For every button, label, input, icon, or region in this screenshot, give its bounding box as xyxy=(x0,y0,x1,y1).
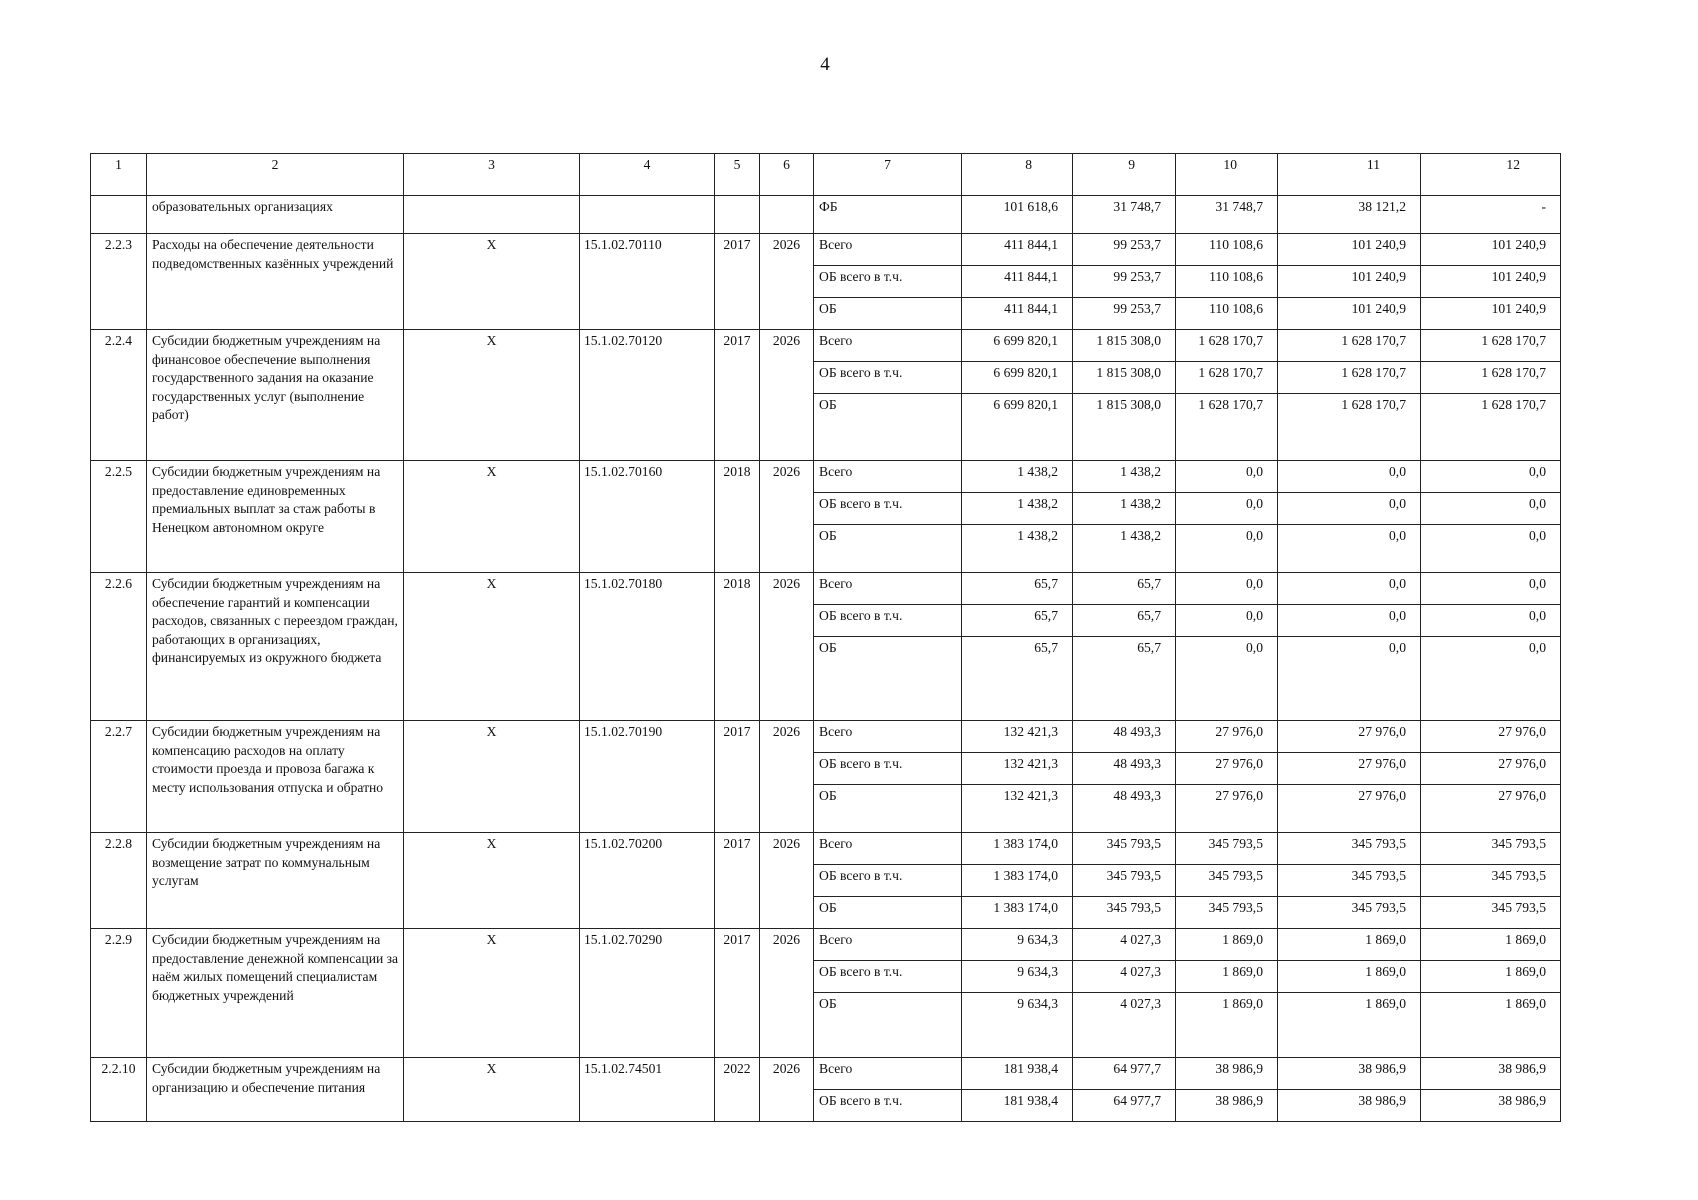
funding-source-cell: Всего xyxy=(814,1058,962,1090)
mark-cell: Х xyxy=(404,573,580,721)
amount-cell: 0,0 xyxy=(1176,605,1278,637)
item-name-cell: Расходы на обеспечение деятельности подведомственных казённых учреждений xyxy=(147,234,404,330)
amount-cell: 1 628 170,7 xyxy=(1176,394,1278,461)
amount-cell: 1 628 170,7 xyxy=(1421,362,1561,394)
amount-cell: 0,0 xyxy=(1176,461,1278,493)
amount-cell: 345 793,5 xyxy=(1176,897,1278,929)
amount-cell: 6 699 820,1 xyxy=(962,362,1073,394)
amount-cell: 99 253,7 xyxy=(1073,298,1176,330)
funding-source-cell: ОБ всего в т.ч. xyxy=(814,493,962,525)
amount-cell: 110 108,6 xyxy=(1176,234,1278,266)
amount-cell: 345 793,5 xyxy=(1073,833,1176,865)
amount-cell: 0,0 xyxy=(1176,573,1278,605)
amount-cell: 0,0 xyxy=(1421,461,1561,493)
amount-cell: 101 618,6 xyxy=(962,196,1073,234)
amount-cell: 1 869,0 xyxy=(1421,929,1561,961)
table-row xyxy=(91,461,1561,493)
amount-cell: 345 793,5 xyxy=(1421,897,1561,929)
table-body xyxy=(91,154,1561,1122)
item-name-cell: Субсидии бюджетным учреждениям на предоставление единовременных премиальных выплат за стаж работы в Ненецком автономном округе xyxy=(147,461,404,573)
amount-cell: 0,0 xyxy=(1421,493,1561,525)
mark-cell: Х xyxy=(404,1058,580,1122)
amount-cell: 132 421,3 xyxy=(962,753,1073,785)
budget-code-cell: 15.1.02.70290 xyxy=(580,929,715,1058)
column-number: 10 xyxy=(1176,154,1278,196)
amount-cell: 65,7 xyxy=(1073,573,1176,605)
funding-source-cell: ОБ xyxy=(814,785,962,833)
mark-cell xyxy=(404,196,580,234)
funding-source-cell: ФБ xyxy=(814,196,962,234)
amount-cell: 411 844,1 xyxy=(962,298,1073,330)
amount-cell: 1 869,0 xyxy=(1421,993,1561,1058)
amount-cell: 0,0 xyxy=(1278,493,1421,525)
amount-cell: 9 634,3 xyxy=(962,929,1073,961)
amount-cell: 1 438,2 xyxy=(1073,525,1176,573)
amount-cell: 64 977,7 xyxy=(1073,1058,1176,1090)
item-name-cell: образовательных организациях xyxy=(147,196,404,234)
amount-cell: 0,0 xyxy=(1176,637,1278,721)
column-number: 7 xyxy=(814,154,962,196)
year-start-cell xyxy=(715,196,760,234)
amount-cell: 411 844,1 xyxy=(962,234,1073,266)
amount-cell: 1 815 308,0 xyxy=(1073,394,1176,461)
amount-cell: 1 869,0 xyxy=(1278,993,1421,1058)
amount-cell: 411 844,1 xyxy=(962,266,1073,298)
budget-table xyxy=(90,153,1561,1122)
amount-cell: 38 986,9 xyxy=(1278,1090,1421,1122)
item-number-cell: 2.2.4 xyxy=(91,330,147,461)
budget-table-wrapper xyxy=(90,153,1561,1122)
amount-cell: 345 793,5 xyxy=(1176,833,1278,865)
amount-cell: 48 493,3 xyxy=(1073,721,1176,753)
amount-cell: 1 869,0 xyxy=(1421,961,1561,993)
amount-cell: 181 938,4 xyxy=(962,1090,1073,1122)
budget-code-cell: 15.1.02.70190 xyxy=(580,721,715,833)
budget-code-cell: 15.1.02.70160 xyxy=(580,461,715,573)
amount-cell: 48 493,3 xyxy=(1073,753,1176,785)
amount-cell: 345 793,5 xyxy=(1278,865,1421,897)
budget-code-cell: 15.1.02.70110 xyxy=(580,234,715,330)
amount-cell: 1 815 308,0 xyxy=(1073,362,1176,394)
amount-cell: 132 421,3 xyxy=(962,785,1073,833)
column-number: 12 xyxy=(1421,154,1561,196)
year-start-cell: 2022 xyxy=(715,1058,760,1122)
amount-cell: 1 869,0 xyxy=(1278,961,1421,993)
funding-source-cell: ОБ всего в т.ч. xyxy=(814,266,962,298)
year-end-cell: 2026 xyxy=(760,461,814,573)
amount-cell: 345 793,5 xyxy=(1176,865,1278,897)
amount-cell: 27 976,0 xyxy=(1278,753,1421,785)
item-name-cell: Субсидии бюджетным учреждениям на финансовое обеспечение выполнения государственного задания на оказание государственных услуг (выполнение работ) xyxy=(147,330,404,461)
amount-cell: 4 027,3 xyxy=(1073,929,1176,961)
budget-code-cell: 15.1.02.70200 xyxy=(580,833,715,929)
amount-cell: 27 976,0 xyxy=(1421,785,1561,833)
budget-code-cell: 15.1.02.70120 xyxy=(580,330,715,461)
table-row xyxy=(91,573,1561,605)
amount-cell: 1 815 308,0 xyxy=(1073,330,1176,362)
amount-cell: 65,7 xyxy=(962,605,1073,637)
mark-cell: Х xyxy=(404,929,580,1058)
amount-cell: 65,7 xyxy=(1073,605,1176,637)
funding-source-cell: Всего xyxy=(814,330,962,362)
item-name-cell: Субсидии бюджетным учреждениям на организацию и обеспечение питания xyxy=(147,1058,404,1122)
year-end-cell: 2026 xyxy=(760,330,814,461)
amount-cell: 31 748,7 xyxy=(1176,196,1278,234)
budget-code-cell: 15.1.02.74501 xyxy=(580,1058,715,1122)
amount-cell: 1 628 170,7 xyxy=(1421,330,1561,362)
amount-cell: 345 793,5 xyxy=(1278,897,1421,929)
year-start-cell: 2017 xyxy=(715,234,760,330)
amount-cell: 101 240,9 xyxy=(1421,298,1561,330)
funding-source-cell: Всего xyxy=(814,721,962,753)
amount-cell: 1 383 174,0 xyxy=(962,865,1073,897)
funding-source-cell: ОБ xyxy=(814,525,962,573)
amount-cell: 0,0 xyxy=(1176,493,1278,525)
year-end-cell: 2026 xyxy=(760,234,814,330)
amount-cell: 65,7 xyxy=(962,637,1073,721)
amount-cell: 48 493,3 xyxy=(1073,785,1176,833)
funding-source-cell: ОБ всего в т.ч. xyxy=(814,961,962,993)
amount-cell: 345 793,5 xyxy=(1073,865,1176,897)
item-name-cell: Субсидии бюджетным учреждениям на возмещение затрат по коммунальным услугам xyxy=(147,833,404,929)
amount-cell: 1 869,0 xyxy=(1176,929,1278,961)
year-end-cell: 2026 xyxy=(760,833,814,929)
amount-cell: 1 628 170,7 xyxy=(1278,394,1421,461)
amount-cell: 1 438,2 xyxy=(962,525,1073,573)
amount-cell: 27 976,0 xyxy=(1278,785,1421,833)
year-start-cell: 2017 xyxy=(715,721,760,833)
funding-source-cell: ОБ xyxy=(814,993,962,1058)
amount-cell: 0,0 xyxy=(1278,461,1421,493)
funding-source-cell: Всего xyxy=(814,833,962,865)
amount-cell: 27 976,0 xyxy=(1176,785,1278,833)
amount-cell: 6 699 820,1 xyxy=(962,330,1073,362)
funding-source-cell: ОБ xyxy=(814,298,962,330)
amount-cell: 6 699 820,1 xyxy=(962,394,1073,461)
amount-cell: 0,0 xyxy=(1421,637,1561,721)
item-number-cell: 2.2.7 xyxy=(91,721,147,833)
funding-source-cell: ОБ xyxy=(814,897,962,929)
amount-cell: 4 027,3 xyxy=(1073,993,1176,1058)
amount-cell: 65,7 xyxy=(1073,637,1176,721)
amount-cell: 1 628 170,7 xyxy=(1176,330,1278,362)
funding-source-cell: ОБ xyxy=(814,637,962,721)
amount-cell: 110 108,6 xyxy=(1176,266,1278,298)
funding-source-cell: ОБ всего в т.ч. xyxy=(814,1090,962,1122)
amount-cell: 1 869,0 xyxy=(1176,993,1278,1058)
table-row xyxy=(91,721,1561,753)
mark-cell: Х xyxy=(404,721,580,833)
table-row xyxy=(91,196,1561,234)
table-row xyxy=(91,330,1561,362)
amount-cell: 0,0 xyxy=(1278,525,1421,573)
table-row xyxy=(91,1058,1561,1090)
amount-cell: 38 121,2 xyxy=(1278,196,1421,234)
amount-cell: 1 383 174,0 xyxy=(962,833,1073,865)
funding-source-cell: Всего xyxy=(814,929,962,961)
column-number: 1 xyxy=(91,154,147,196)
amount-cell: 0,0 xyxy=(1278,573,1421,605)
column-number: 5 xyxy=(715,154,760,196)
column-number: 9 xyxy=(1073,154,1176,196)
column-number-row xyxy=(91,154,1561,196)
amount-cell: 27 976,0 xyxy=(1421,721,1561,753)
amount-cell: 101 240,9 xyxy=(1278,298,1421,330)
amount-cell: 1 383 174,0 xyxy=(962,897,1073,929)
item-number-cell: 2.2.5 xyxy=(91,461,147,573)
amount-cell: 101 240,9 xyxy=(1421,266,1561,298)
amount-cell: 0,0 xyxy=(1278,605,1421,637)
year-end-cell: 2026 xyxy=(760,929,814,1058)
amount-cell: 38 986,9 xyxy=(1176,1058,1278,1090)
amount-cell: 132 421,3 xyxy=(962,721,1073,753)
year-start-cell: 2017 xyxy=(715,330,760,461)
year-end-cell: 2026 xyxy=(760,721,814,833)
amount-cell: 1 438,2 xyxy=(962,493,1073,525)
funding-source-cell: Всего xyxy=(814,234,962,266)
amount-cell: 101 240,9 xyxy=(1278,234,1421,266)
year-end-cell: 2026 xyxy=(760,1058,814,1122)
column-number: 8 xyxy=(962,154,1073,196)
item-number-cell xyxy=(91,196,147,234)
amount-cell: 1 628 170,7 xyxy=(1278,362,1421,394)
amount-cell: 9 634,3 xyxy=(962,961,1073,993)
funding-source-cell: ОБ всего в т.ч. xyxy=(814,362,962,394)
funding-source-cell: ОБ xyxy=(814,394,962,461)
amount-cell: 38 986,9 xyxy=(1421,1058,1561,1090)
amount-cell: 1 438,2 xyxy=(1073,493,1176,525)
budget-code-cell xyxy=(580,196,715,234)
column-number: 3 xyxy=(404,154,580,196)
amount-cell: 9 634,3 xyxy=(962,993,1073,1058)
amount-cell: 99 253,7 xyxy=(1073,266,1176,298)
funding-source-cell: ОБ всего в т.ч. xyxy=(814,865,962,897)
mark-cell: Х xyxy=(404,330,580,461)
item-number-cell: 2.2.3 xyxy=(91,234,147,330)
amount-cell: 31 748,7 xyxy=(1073,196,1176,234)
table-row xyxy=(91,929,1561,961)
amount-cell: 101 240,9 xyxy=(1421,234,1561,266)
amount-cell: 345 793,5 xyxy=(1421,833,1561,865)
year-start-cell: 2017 xyxy=(715,929,760,1058)
budget-code-cell: 15.1.02.70180 xyxy=(580,573,715,721)
item-name-cell: Субсидии бюджетным учреждениям на предоставление денежной компенсации за наём жилых помещений специалистам бюджетных учреждений xyxy=(147,929,404,1058)
amount-cell: 345 793,5 xyxy=(1278,833,1421,865)
column-number: 2 xyxy=(147,154,404,196)
table-row xyxy=(91,234,1561,266)
item-number-cell: 2.2.9 xyxy=(91,929,147,1058)
year-start-cell: 2017 xyxy=(715,833,760,929)
amount-cell: 101 240,9 xyxy=(1278,266,1421,298)
amount-cell: 4 027,3 xyxy=(1073,961,1176,993)
year-start-cell: 2018 xyxy=(715,573,760,721)
amount-cell: 27 976,0 xyxy=(1176,753,1278,785)
amount-cell: 27 976,0 xyxy=(1421,753,1561,785)
amount-cell: 110 108,6 xyxy=(1176,298,1278,330)
mark-cell: Х xyxy=(404,833,580,929)
funding-source-cell: ОБ всего в т.ч. xyxy=(814,753,962,785)
amount-cell: 1 438,2 xyxy=(962,461,1073,493)
amount-cell: 27 976,0 xyxy=(1278,721,1421,753)
column-number: 4 xyxy=(580,154,715,196)
funding-source-cell: Всего xyxy=(814,461,962,493)
table-row xyxy=(91,833,1561,865)
amount-cell: 0,0 xyxy=(1421,573,1561,605)
amount-cell: 1 869,0 xyxy=(1278,929,1421,961)
amount-cell: 1 628 170,7 xyxy=(1278,330,1421,362)
amount-cell: 345 793,5 xyxy=(1073,897,1176,929)
column-number: 6 xyxy=(760,154,814,196)
amount-cell: 181 938,4 xyxy=(962,1058,1073,1090)
amount-cell: - xyxy=(1421,196,1561,234)
column-number: 11 xyxy=(1278,154,1421,196)
year-end-cell xyxy=(760,196,814,234)
item-name-cell: Субсидии бюджетным учреждениям на компенсацию расходов на оплату стоимости проезда и провоза багажа к месту использования отпуска и обратно xyxy=(147,721,404,833)
amount-cell: 27 976,0 xyxy=(1176,721,1278,753)
item-number-cell: 2.2.6 xyxy=(91,573,147,721)
amount-cell: 1 869,0 xyxy=(1176,961,1278,993)
page-number: 4 xyxy=(820,54,830,75)
amount-cell: 38 986,9 xyxy=(1176,1090,1278,1122)
mark-cell: Х xyxy=(404,461,580,573)
amount-cell: 0,0 xyxy=(1421,605,1561,637)
amount-cell: 1 628 170,7 xyxy=(1421,394,1561,461)
amount-cell: 1 438,2 xyxy=(1073,461,1176,493)
funding-source-cell: ОБ всего в т.ч. xyxy=(814,605,962,637)
amount-cell: 0,0 xyxy=(1278,637,1421,721)
item-number-cell: 2.2.8 xyxy=(91,833,147,929)
year-start-cell: 2018 xyxy=(715,461,760,573)
year-end-cell: 2026 xyxy=(760,573,814,721)
amount-cell: 38 986,9 xyxy=(1421,1090,1561,1122)
amount-cell: 345 793,5 xyxy=(1421,865,1561,897)
item-name-cell: Субсидии бюджетным учреждениям на обеспечение гарантий и компенсации расходов, связанных с переездом граждан, работающих в организациях, финансируемых из окружного бюджета xyxy=(147,573,404,721)
amount-cell: 0,0 xyxy=(1176,525,1278,573)
amount-cell: 65,7 xyxy=(962,573,1073,605)
funding-source-cell: Всего xyxy=(814,573,962,605)
amount-cell: 99 253,7 xyxy=(1073,234,1176,266)
amount-cell: 0,0 xyxy=(1421,525,1561,573)
mark-cell: Х xyxy=(404,234,580,330)
amount-cell: 38 986,9 xyxy=(1278,1058,1421,1090)
amount-cell: 64 977,7 xyxy=(1073,1090,1176,1122)
amount-cell: 1 628 170,7 xyxy=(1176,362,1278,394)
item-number-cell: 2.2.10 xyxy=(91,1058,147,1122)
